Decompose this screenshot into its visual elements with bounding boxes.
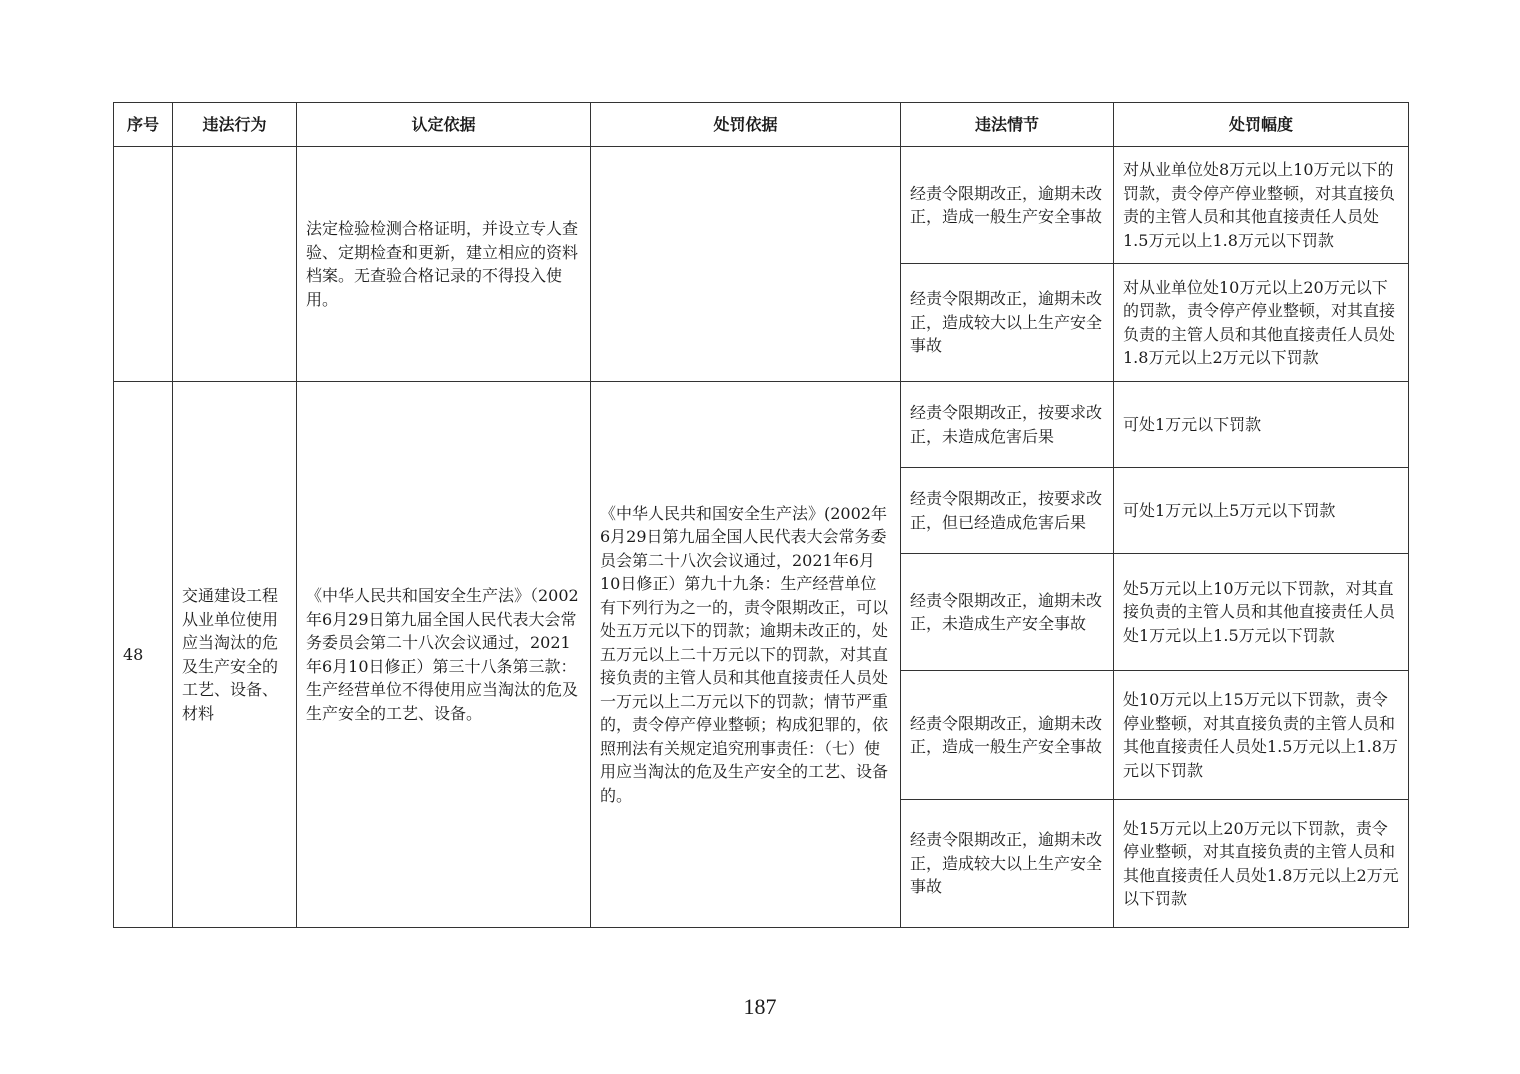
header-penalty-range: 处罚幅度 xyxy=(1114,103,1409,147)
header-violation: 违法行为 xyxy=(173,103,297,147)
header-row xyxy=(114,103,1409,147)
penalty-table xyxy=(113,102,1409,928)
circumstance-cell: 经责令限期改正，逾期未改正，造成一般生产安全事故 xyxy=(901,147,1114,264)
cont-penalty-basis-cell xyxy=(591,147,901,382)
table-row xyxy=(114,147,1409,264)
circumstance-cell: 经责令限期改正，逾期未改正，造成较大以上生产安全事故 xyxy=(901,800,1114,928)
cont-basis-cell: 法定检验检测合格证明，并设立专人查验、定期检查和更新，建立相应的资料档案。无查验合格记录的不得投入使用。 xyxy=(297,147,591,382)
table-row xyxy=(114,382,1409,468)
header-circumstance: 违法情节 xyxy=(901,103,1114,147)
penalty-range-cell: 对从业单位处8万元以上10万元以下的罚款，责令停产停业整顿，对其直接负责的主管人员和其他直接责任人员处1.5万元以上1.8万元以下罚款 xyxy=(1114,147,1409,264)
page-number: 187 xyxy=(743,994,777,1019)
item-number-cell: 48 xyxy=(114,382,173,928)
cont-number-cell xyxy=(114,147,173,382)
violation-cell: 交通建设工程从业单位使用应当淘汰的危及生产安全的工艺、设备、材料 xyxy=(173,382,297,928)
penalty-range-cell: 可处1万元以下罚款 xyxy=(1114,382,1409,468)
basis-cell: 《中华人民共和国安全生产法》（2002年6月29日第九届全国人民代表大会常务委员会第二十八次会议通过，2021年6月10日修正）第三十八条第三款：生产经营单位不得使用应当淘汰的危及生产安全的工艺、设备。 xyxy=(297,382,591,928)
header-number: 序号 xyxy=(114,103,173,147)
cont-violation-cell xyxy=(173,147,297,382)
header-basis: 认定依据 xyxy=(297,103,591,147)
penalty-range-cell: 对从业单位处10万元以上20万元以下的罚款，责令停产停业整顿，对其直接负责的主管人员和其他直接责任人员处1.8万元以上2万元以下罚款 xyxy=(1114,264,1409,382)
penalty-range-cell: 处15万元以上20万元以下罚款，责令停业整顿，对其直接负责的主管人员和其他直接责任人员处1.8万元以上2万元以下罚款 xyxy=(1114,800,1409,928)
circumstance-cell: 经责令限期改正，按要求改正，未造成危害后果 xyxy=(901,382,1114,468)
penalty-range-cell: 可处1万元以上5万元以下罚款 xyxy=(1114,468,1409,554)
header-penalty-basis: 处罚依据 xyxy=(591,103,901,147)
circumstance-cell: 经责令限期改正，逾期未改正，造成较大以上生产安全事故 xyxy=(901,264,1114,382)
circumstance-cell: 经责令限期改正，按要求改正，但已经造成危害后果 xyxy=(901,468,1114,554)
penalty-basis-cell: 《中华人民共和国安全生产法》(2002年6月29日第九届全国人民代表大会常务委员会第二十八次会议通过，2021年6月10日修正）第九十九条：生产经营单位有下列行为之一的，责令限期改正，可以处五万元以下的罚款；逾期未改正的，处五万元以上二十万元以下的罚款，对其直接负责的主管人员和其他直接责任人员处一万元以上二万元以下的罚款；情节严重的，责令停产停业整顿；构成犯罪的，依照刑法有关规定追究刑事责任：（七）使用应当淘汰的危及生产安全的工艺、设备的。 xyxy=(591,382,901,928)
penalty-range-cell: 处10万元以上15万元以下罚款，责令停业整顿，对其直接负责的主管人员和其他直接责任人员处1.5万元以上1.8万元以下罚款 xyxy=(1114,671,1409,800)
penalty-range-cell: 处5万元以上10万元以下罚款，对其直接负责的主管人员和其他直接责任人员处1万元以上1.5万元以下罚款 xyxy=(1114,554,1409,671)
circumstance-cell: 经责令限期改正，逾期未改正，未造成生产安全事故 xyxy=(901,554,1114,671)
circumstance-cell: 经责令限期改正，逾期未改正，造成一般生产安全事故 xyxy=(901,671,1114,800)
